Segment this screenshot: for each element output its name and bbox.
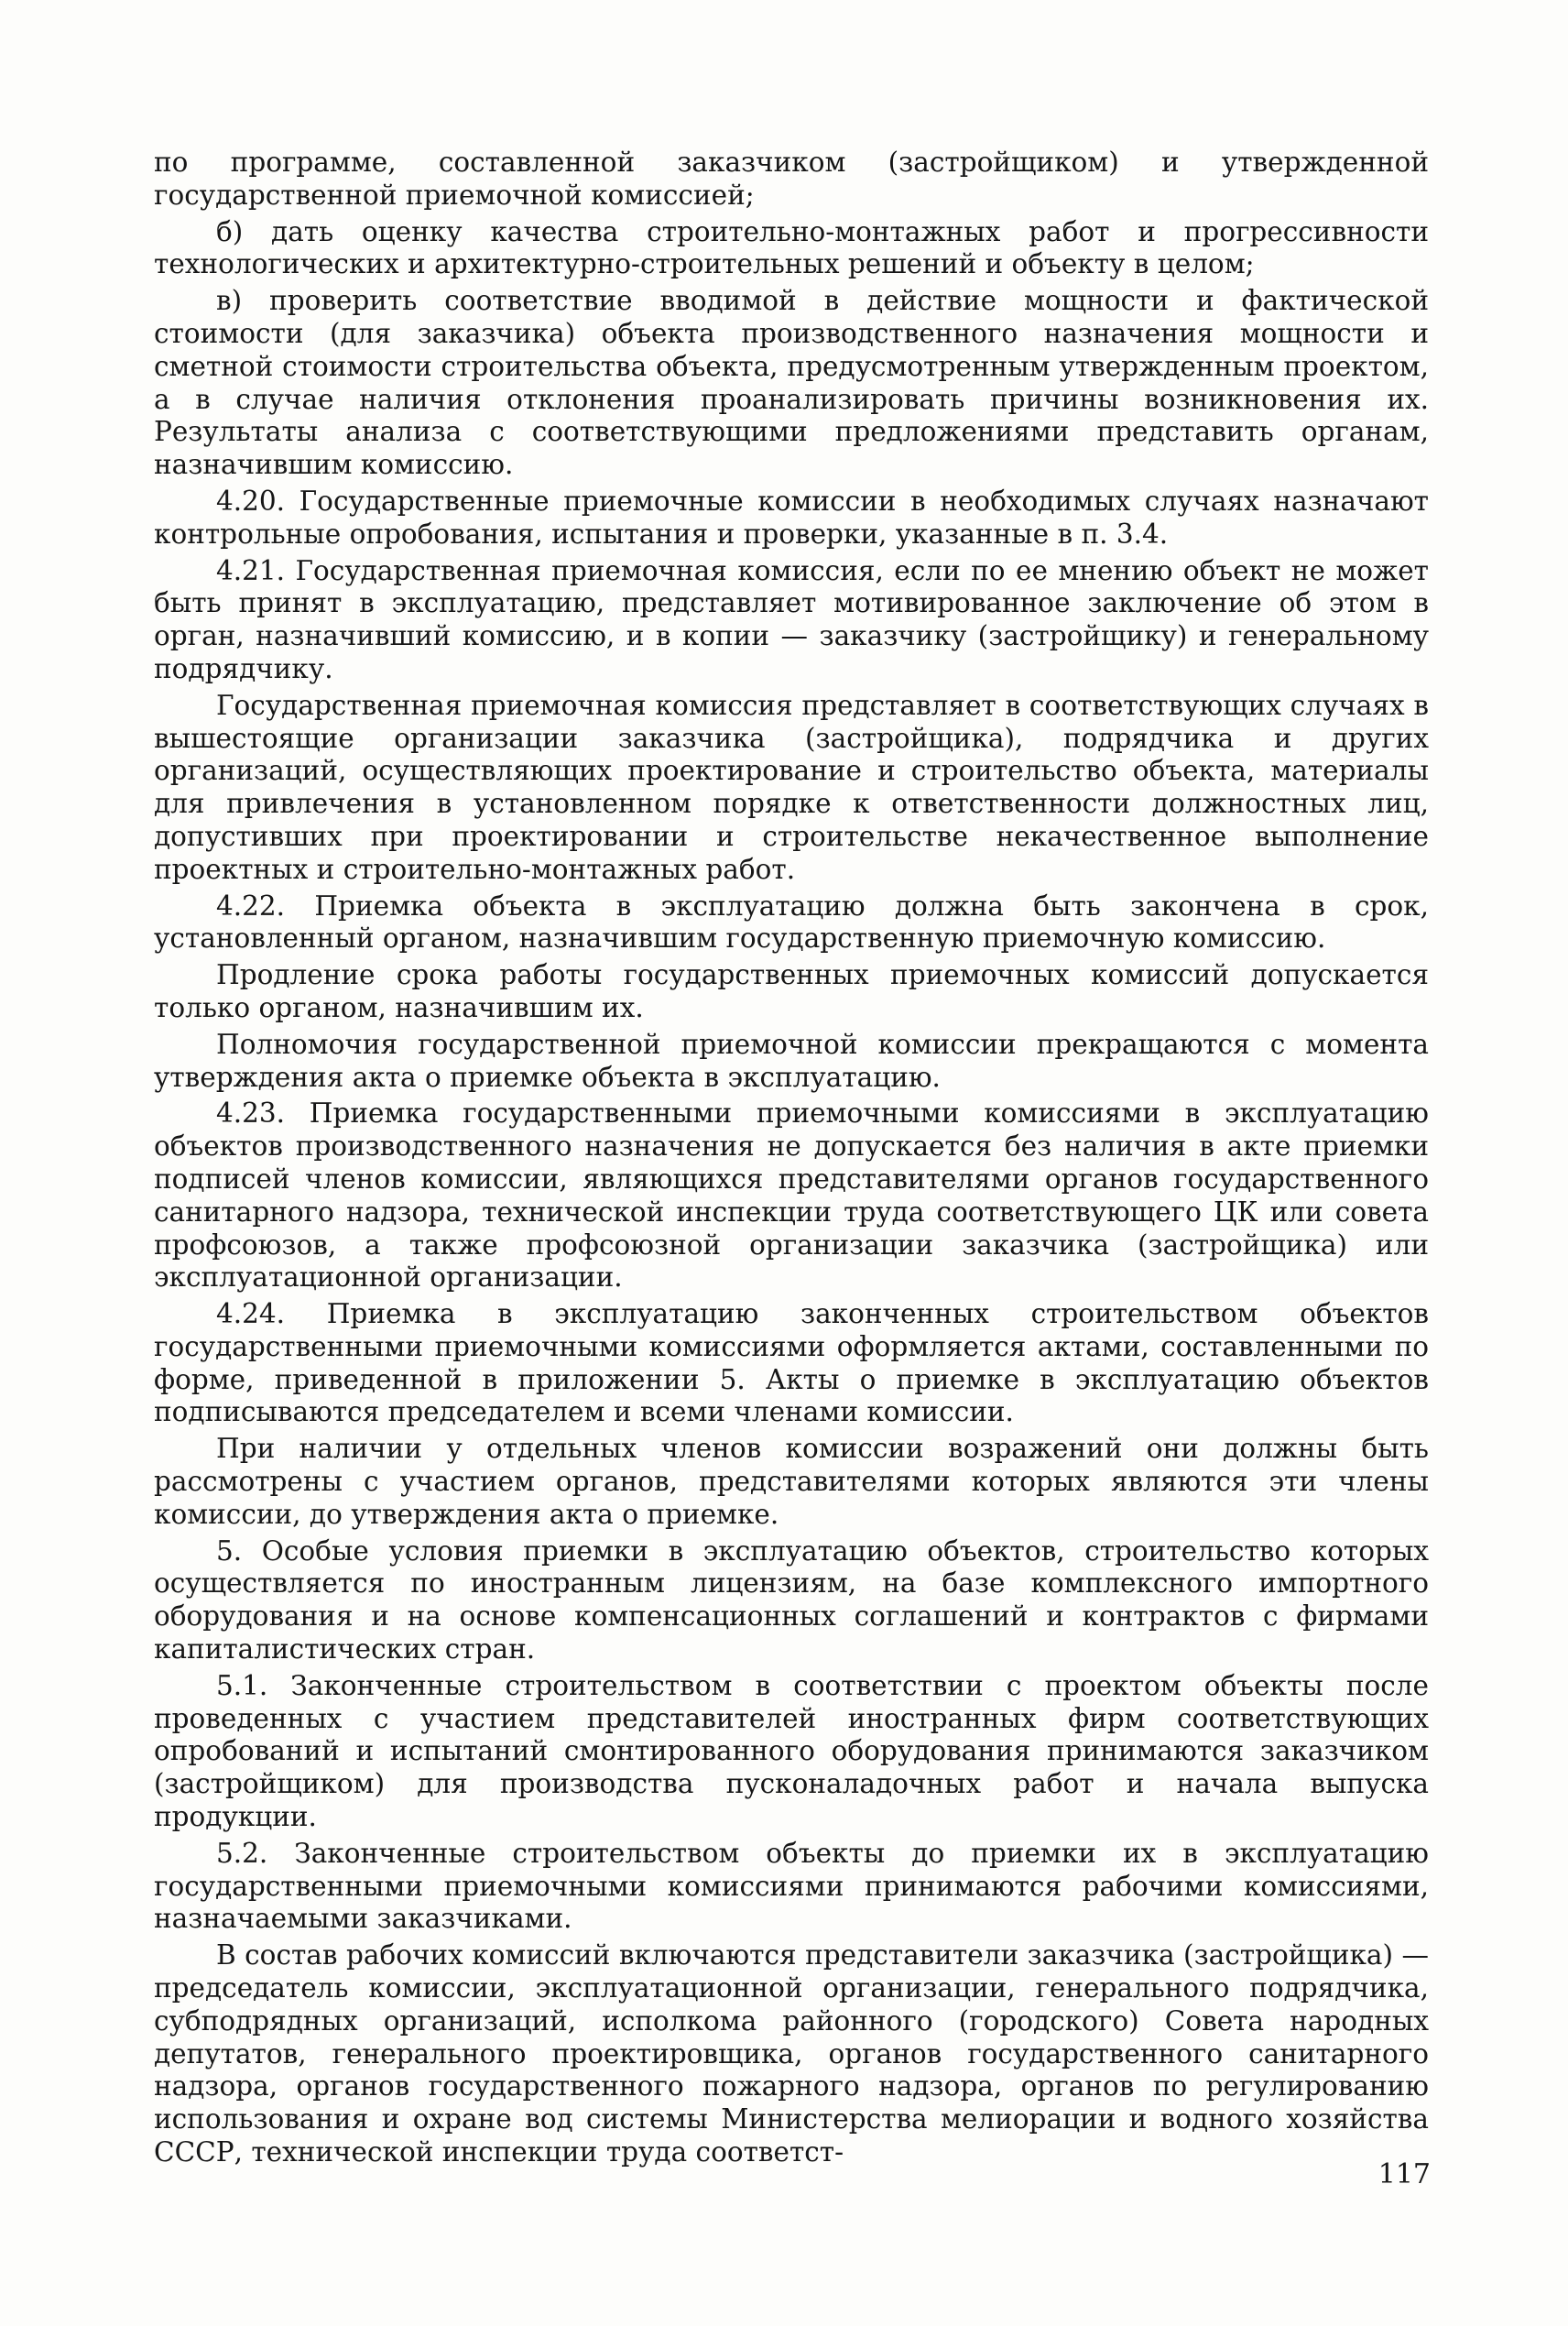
body-text — [154, 147, 1429, 2173]
paragraph-4-21: 4.21. Государственная приемочная комиссия, если по ее мнению объект не может быть принят в эксплуатацию, представляет мотивированное заключение об этом в орган, назначивший комиссию, и в копии — заказчику (застройщику) и генеральному подрядчику. — [154, 554, 1429, 684]
paragraph-continuation: по программе, составленной заказчиком (застройщиком) и утвержденной государственной приемочной комиссией; — [154, 147, 1429, 211]
paragraph-4-22-powers: Полномочия государственной приемочной комиссии прекращаются с момента утверждения акта о приемке объекта в эксплуатацию. — [154, 1028, 1429, 1093]
paragraph-4-22: 4.22. Приемка объекта в эксплуатацию должна быть закончена в срок, установленный органом, назначившим государственную приемочную комиссию. — [154, 890, 1429, 955]
paragraph-5-2: 5.2. Законченные строительством объекты до приемки их в эксплуатацию государственными приемочными комиссиями принимаются рабочими комиссиями, назначаемыми заказчиками. — [154, 1837, 1429, 1935]
paragraph-4-20: 4.20. Государственные приемочные комиссии в необходимых случаях назначают контрольные опробования, испытания и проверки, указанные в п. 3.4. — [154, 485, 1429, 550]
paragraph-5-1: 5.1. Законченные строительством в соответствии с проектом объекты после проведенных с участием представителей иностранных фирм соответствующих опробований и испытаний смонтированного оборудования принимаются заказчиком (застройщиком) для производства пусконаладочных работ и начала выпуска продукции. — [154, 1669, 1429, 1833]
page-number: 117 — [1377, 2158, 1431, 2190]
paragraph-4-22-extension: Продление срока работы государственных приемочных комиссий допускается только органом, назначившим их. — [154, 959, 1429, 1023]
paragraph-4-24: 4.24. Приемка в эксплуатацию законченных строительством объектов государственными приемочными комиссиями оформляется актами, составленными по форме, приведенной в приложении 5. Акты о приемке в эксплуатацию объектов подписываются председателем и всеми членами комиссии. — [154, 1298, 1429, 1428]
paragraph-item-b: б) дать оценку качества строительно-монтажных работ и прогрессивности технологических и архитектурно-строительных решений и объекту в целом; — [154, 215, 1429, 280]
paragraph-5-2-composition: В состав рабочих комиссий включаются представители заказчика (застройщика) — председатель комиссии, эксплуатационной организации, генерального подрядчика, субподрядных организаций, исполкома районного (городского) Совета народных депутатов, генерального проектировщика, органов государственного санитарного надзора, органов государственного пожарного надзора, органов по регулированию использования и охране вод системы Министерства мелиорации и водного хозяйства СССР, технической инспекции труда соответст- — [154, 1939, 1429, 2168]
paragraph-4-24-objections: При наличии у отдельных членов комиссии возражений они должны быть рассмотрены с участием органов, представителями которых являются эти члены комиссии, до утверждения акта о приемке. — [154, 1433, 1429, 1530]
section-5-heading: 5. Особые условия приемки в эксплуатацию объектов, строительство которых осуществляется по иностранным лицензиям, на базе комплексного импортного оборудования и на основе компенсационных соглашений и контрактов с фирмами капиталистических стран. — [154, 1534, 1429, 1665]
paragraph-4-21-cont: Государственная приемочная комиссия представляет в соответствующих случаях в вышестоящие организации заказчика (застройщика), подрядчика и других организаций, осуществляющих проектирование и строительство объекта, материалы для привлечения в установленном порядке к ответственности должностных лиц, допустивших при проектировании и строительстве некачественное выполнение проектных и строительно-монтажных работ. — [154, 689, 1429, 885]
paragraph-item-v: в) проверить соответствие вводимой в действие мощности и фактической стоимости (для заказчика) объекта производственного назначения мощности и сметной стоимости строительства объекта, предусмотренным утвержденным проектом, а в случае наличия отклонения проанализировать причины возникновения их. Результаты анализа с соответствующими предложениями представить органам, назначившим комиссию. — [154, 285, 1429, 481]
paragraph-4-23: 4.23. Приемка государственными приемочными комиссиями в эксплуатацию объектов производственного назначения не допускается без наличия в акте приемки подписей членов комиссии, являющихся представителями органов государственного санитарного надзора, технической инспекции труда соответствующего ЦК или совета профсоюзов, а также профсоюзной организации заказчика (застройщика) или эксплуатационной организации. — [154, 1097, 1429, 1294]
